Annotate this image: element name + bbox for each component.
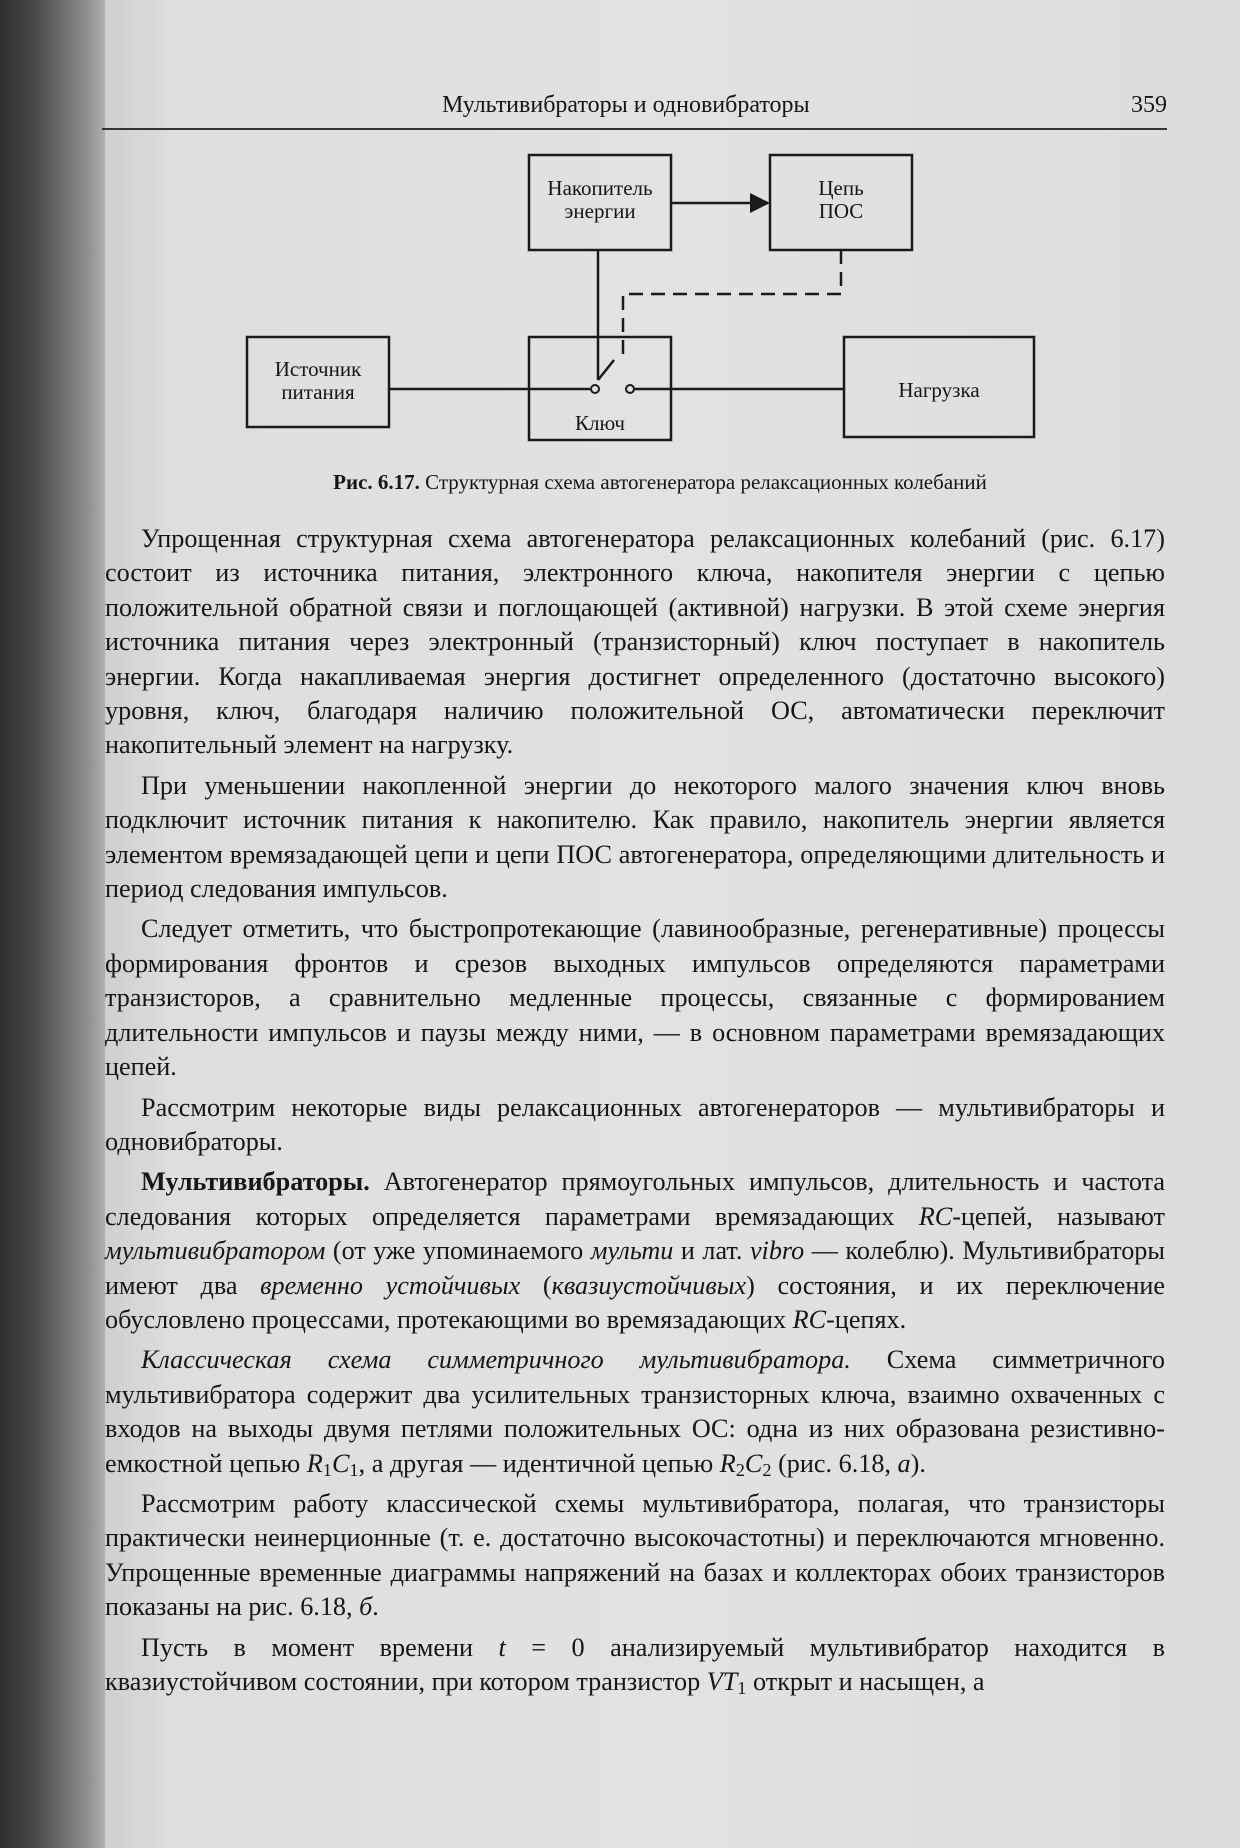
storage-label-1: Накопитель (547, 176, 653, 200)
italic-term: мульти (590, 1236, 674, 1266)
subscript: 2 (762, 1459, 772, 1480)
caption-text: Структурная схема автогенератора релаксационных колебаний (425, 470, 987, 494)
paragraph-6 (105, 1343, 1165, 1481)
running-title: Мультивибраторы и одновибраторы (442, 92, 810, 118)
block-diagram-svg (230, 150, 1050, 450)
book-gutter-shadow (0, 0, 120, 1848)
paragraph-2: При уменьшении накопленной энергии до некоторого малого значения ключ вновь подключит источник питания к накопителю. Как правило, накопитель энергии является элементом времязадающей цепи и цепи ПОС автогенератора, определяющими длительность и период следования импульсов. (105, 770, 1165, 904)
page-number: 359 (1131, 92, 1167, 118)
text-run: = 0 анализируемый мультивибратор находится в квазиустойчивом состоянии, при котором транзистор (105, 1632, 1165, 1696)
text-run: Пусть в момент времени (141, 1632, 499, 1662)
italic-symbol: R (719, 1448, 736, 1478)
italic-rc: RC (918, 1201, 953, 1231)
text-run: Рассмотрим работу классической схемы мультивибратора, полагая, что транзисторы практически неинерционные (т. е. достаточно высокочастотны) и переключаются мгновенно. Упрощенные временные диаграммы напряжений на базах и коллекторах обоих транзисторов показаны на рис. 6.18, (105, 1488, 1165, 1622)
italic-term: мультивибратором (105, 1236, 326, 1266)
italic-symbol: б (359, 1592, 373, 1622)
text-run: ( (520, 1270, 552, 1300)
text-run: (от уже упоминаемого (325, 1236, 591, 1266)
load-label: Нагрузка (898, 378, 980, 402)
paragraph-1: Упрощенная структурная схема автогенератора релаксационных колебаний (рис. 6.17) состоит из источника питания, электронного ключа, накопителя энергии с цепью положительной обратной связи и поглощающей (активной) нагрузки. В этой схеме энергия источника питания через электронный (транзисторный) ключ поступает в накопитель энергии. Когда накапливаемая энергия достигнет определенного (достаточно высокого) уровня, ключ, благодаря наличию положительной ОС, автоматически переключит накопительный элемент на нагрузку. (105, 524, 1165, 760)
text-run: ). (910, 1448, 926, 1478)
italic-symbol: R (306, 1448, 323, 1478)
paragraph-4: Рассмотрим некоторые виды релаксационных автогенераторов — мультивибраторы и одновибраторы. (105, 1092, 1165, 1156)
paragraph-8 (105, 1631, 1165, 1700)
switch-arm (598, 360, 614, 380)
feedback-label-1: Цепь (818, 176, 864, 200)
paragraph-5 (105, 1165, 1165, 1337)
italic-term: vibro (749, 1236, 805, 1266)
paragraph-3: Следует отметить, что быстропротекающие (лавинообразные, регенеративные) процессы формирования фронтов и срезов выходных импульсов определяются параметрами транзисторов, а сравнительно медленные процессы, связанные с формированием длительности импульсов и паузы между ними, — в основном параметрами времязадающих цепей. (105, 914, 1165, 1082)
subscript: 1 (737, 1678, 747, 1698)
text-run: . (372, 1592, 379, 1622)
source-label-1: Источник (274, 357, 362, 381)
subscript: 1 (322, 1459, 332, 1480)
text-run: -цепях. (826, 1304, 907, 1334)
italic-symbol: C (331, 1448, 350, 1478)
text-run: ) состояния, и их переключение обусловлено процессами, протекающими во времязадающих (105, 1270, 1165, 1334)
paragraph-7 (105, 1487, 1165, 1625)
text-run: -цепей, называют (952, 1201, 1165, 1231)
switch-contact-left (591, 385, 599, 393)
italic-symbol: VT (706, 1667, 738, 1696)
running-header (102, 92, 1167, 130)
text-run: Схема симметричного мультивибратора содержит два усилительных транзисторных ключа, взаимно охваченных с входов на выходы двумя петлями положительных ОС: одна из них образована резистивно-емкостной цепью (105, 1345, 1165, 1478)
subscript: 2 (735, 1459, 745, 1480)
figure-6-17-block-diagram (230, 150, 1050, 450)
storage-label-2: энергии (564, 199, 636, 223)
key-label: Ключ (575, 411, 625, 435)
italic-term: квазиустойчивых (551, 1270, 747, 1300)
dashed-feedback-control (623, 250, 841, 362)
italic-symbol: а (897, 1448, 911, 1478)
caption-label: Рис. 6.17. (333, 470, 420, 494)
source-label-2: питания (281, 380, 355, 404)
multivibrators-heading: Мультивибраторы. (141, 1167, 370, 1197)
body-text (105, 522, 1165, 1705)
subscript: 1 (349, 1459, 359, 1480)
text-run: Автогенератор прямоугольных импульсов, длительность и частота следования которых определяется параметрами времязадающих (105, 1167, 1165, 1231)
text-run: , а другая — идентичной цепью (358, 1448, 720, 1478)
classic-scheme-heading: Классическая схема симметричного мультивибратора. (141, 1345, 851, 1375)
text-run: — колеблю). Мультивибраторы имеют два (105, 1236, 1165, 1300)
italic-symbol: t (498, 1632, 506, 1662)
text-run: (рис. 6.18, (771, 1448, 898, 1478)
figure-caption (0, 470, 1240, 495)
italic-term: временно устойчивых (260, 1270, 521, 1300)
switch-contact-right (626, 385, 634, 393)
text-run: и лат. (673, 1236, 750, 1266)
text-run: открыт и насыщен, а (746, 1667, 985, 1696)
italic-symbol: C (744, 1448, 763, 1478)
italic-rc: RC (792, 1304, 827, 1334)
feedback-label-2: ПОС (818, 199, 864, 223)
